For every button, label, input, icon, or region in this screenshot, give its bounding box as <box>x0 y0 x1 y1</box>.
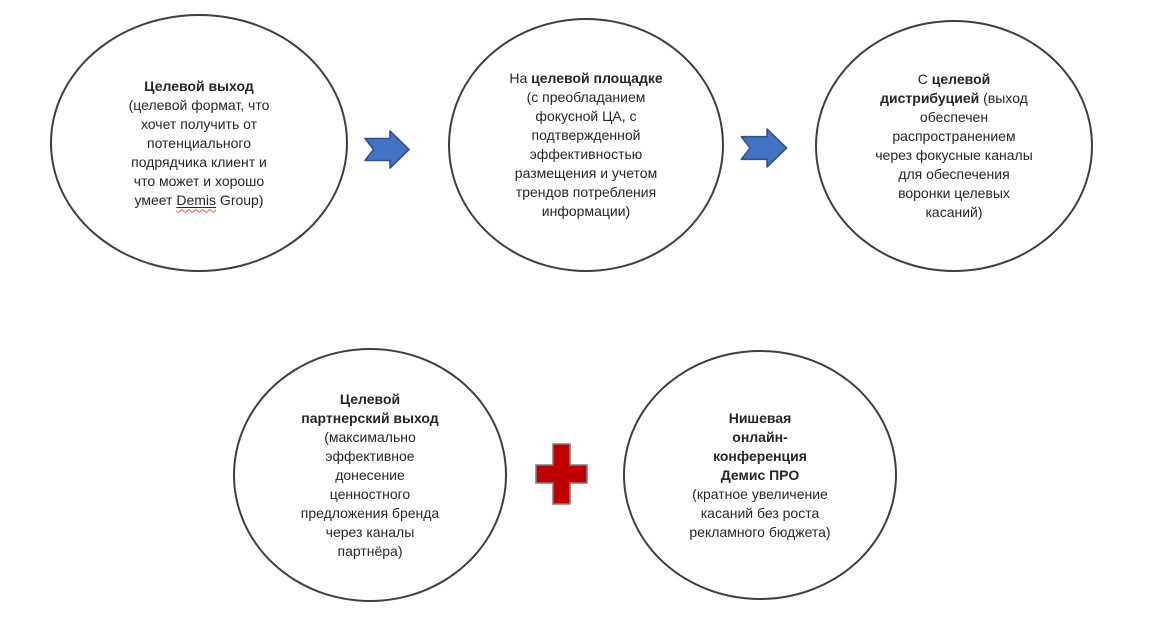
circle-target-output <box>50 14 348 272</box>
circle-niche-online-conference <box>623 350 897 600</box>
block-arrow-right-icon <box>364 130 410 169</box>
circle-target-platform <box>448 18 724 272</box>
circle-target-output-text: Целевой выход (целевой формат, что хочет получить от потенциального подрядчика клиент и что может и хорошо умеет Demis Group) <box>128 77 270 208</box>
block-arrow-right-icon <box>739 128 789 168</box>
circle-target-platform-text: На целевой площадке (с преобладанием фокусной ЦА, с подтвержденной эффективностью размещения и учетом трендов потребления информации) <box>509 70 663 219</box>
circle-target-partner-output <box>233 348 507 602</box>
circle-target-distribution <box>815 20 1093 272</box>
plus-icon <box>535 443 588 505</box>
circle-target-partner-output-text: Целевой партнерский выход (максимально эффективное донесение ценностного предложения бренда через каналы партнёра) <box>300 390 440 559</box>
circle-target-distribution-text: С целевой дистрибуцией (выход обеспечен распространением через фокусные каналы для обеспечения воронки целевых касаний) <box>875 71 1033 220</box>
circle-niche-online-conference-text: Нишевая онлайн- конференция Демис ПРО (кратное увеличение касаний без роста рекламного бюджета) <box>689 409 831 540</box>
